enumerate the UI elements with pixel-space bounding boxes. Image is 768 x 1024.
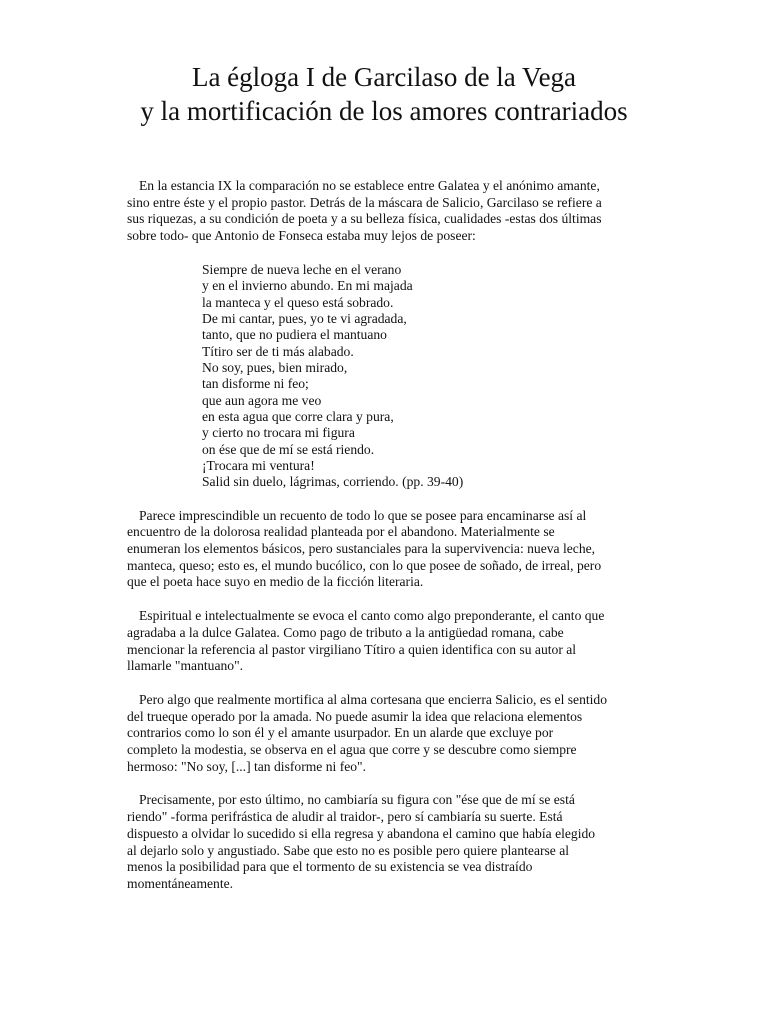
- poem-verse: Títiro ser de ti más alabado.: [202, 343, 354, 359]
- paragraph-line: Parece imprescindible un recuento de todo lo que se posee para encaminarse así al: [139, 507, 587, 523]
- poem-verse: Salid sin duelo, lágrimas, corriendo. (pp. 39-40): [202, 474, 464, 490]
- paragraph-3: [127, 608, 647, 675]
- paragraph-line: llamarle "mantuano".: [127, 658, 244, 674]
- poem-quote: [202, 262, 647, 491]
- intro-line: sino entre éste y el propio pastor. Detrás de la máscara de Salicio, Garcilaso se refiere a: [127, 194, 602, 210]
- paragraph-line: manteca, queso; esto es, el mundo bucólico, con lo que posee de soñado, de irreal, pero: [127, 557, 602, 573]
- body-text: [127, 178, 647, 910]
- poem-verse: tan disforme ni feo;: [202, 376, 309, 392]
- paragraph-line: hermoso: "No soy, [...] tan disforme ni feo".: [127, 758, 366, 774]
- paragraph-line: del trueque operado por la amada. No puede asumir la idea que relaciona elementos: [127, 708, 583, 724]
- intro-paragraph: [127, 178, 647, 245]
- paragraph-line: Pero algo que realmente mortifica al alma cortesana que encierra Salicio, es el sentido: [139, 691, 608, 707]
- poem-verse: y cierto no trocara mi figura: [202, 425, 355, 441]
- paragraph-2: [127, 508, 647, 592]
- intro-line: sobre todo- que Antonio de Fonseca estaba muy lejos de poseer:: [127, 228, 476, 244]
- poem-verse: y en el invierno abundo. En mi majada: [202, 278, 413, 294]
- poem-verse: No soy, pues, bien mirado,: [202, 359, 348, 375]
- poem-verse: en esta agua que corre clara y pura,: [202, 408, 394, 424]
- paragraph-line: agradaba a la dulce Galatea. Como pago de tributo a la antigüedad romana, cabe: [127, 624, 564, 640]
- poem-verse: ¡Trocara mi ventura!: [202, 457, 315, 473]
- paragraph-line: que el poeta hace suyo en medio de la ficción literaria.: [127, 574, 424, 590]
- poem-verse: la manteca y el queso está sobrado.: [202, 294, 394, 310]
- paragraph-5: [127, 792, 647, 892]
- paragraph-4: [127, 692, 647, 776]
- paragraph-line: contrarios como lo son él y el amante usurpador. En un alarde que excluye por: [127, 725, 554, 741]
- title-block: [0, 60, 768, 128]
- title-line-2: y la mortificación de los amores contrariados: [140, 96, 628, 126]
- poem-verse: que aun agora me veo: [202, 392, 322, 408]
- paragraph-line: menos la posibilidad para que el tormento de su existencia se vea distraído: [127, 859, 533, 875]
- paragraph-line: momentáneamente.: [127, 875, 234, 891]
- paragraph-line: completo la modestia, se observa en el agua que corre y se descubre como siempre: [127, 742, 577, 758]
- paragraph-line: mencionar la referencia al pastor virgiliano Títiro a quien identifica con su autor al: [127, 641, 577, 657]
- poem-verse: on ése que de mí se está riendo.: [202, 441, 375, 457]
- paragraph-line: riendo" -forma perifrástica de aludir al traidor-, pero sí cambiaría su suerte. Está: [127, 809, 563, 825]
- paragraph-line: dispuesto a olvidar lo sucedido si ella regresa y abandona el camino que había elegido: [127, 825, 596, 841]
- title-line-1: La égloga I de Garcilaso de la Vega: [191, 62, 577, 92]
- paragraph-line: Precisamente, por esto último, no cambiaría su figura con "ése que de mí se está: [139, 792, 575, 808]
- paragraph-line: Espiritual e intelectualmente se evoca el canto como algo preponderante, el canto que: [139, 608, 605, 624]
- poem-verse: tanto, que no pudiera el mantuano: [202, 327, 387, 343]
- paragraph-line: enumeran los elementos básicos, pero sustanciales para la supervivencia: nueva leche,: [127, 541, 596, 557]
- intro-line: sus riquezas, a su condición de poeta y a su belleza física, cualidades -estas dos últimas: [127, 211, 602, 227]
- poem-verse: Siempre de nueva leche en el verano: [202, 261, 402, 277]
- paragraph-line: al dejarlo solo y angustiado. Sabe que esto no es posible pero quiere plantearse al: [127, 842, 570, 858]
- poem-verse: De mi cantar, pues, yo te vi agradada,: [202, 310, 407, 326]
- intro-line: En la estancia IX la comparación no se establece entre Galatea y el anónimo amante,: [139, 178, 600, 193]
- paragraph-line: encuentro de la dolorosa realidad planteada por el abandono. Materialmente se: [127, 524, 555, 540]
